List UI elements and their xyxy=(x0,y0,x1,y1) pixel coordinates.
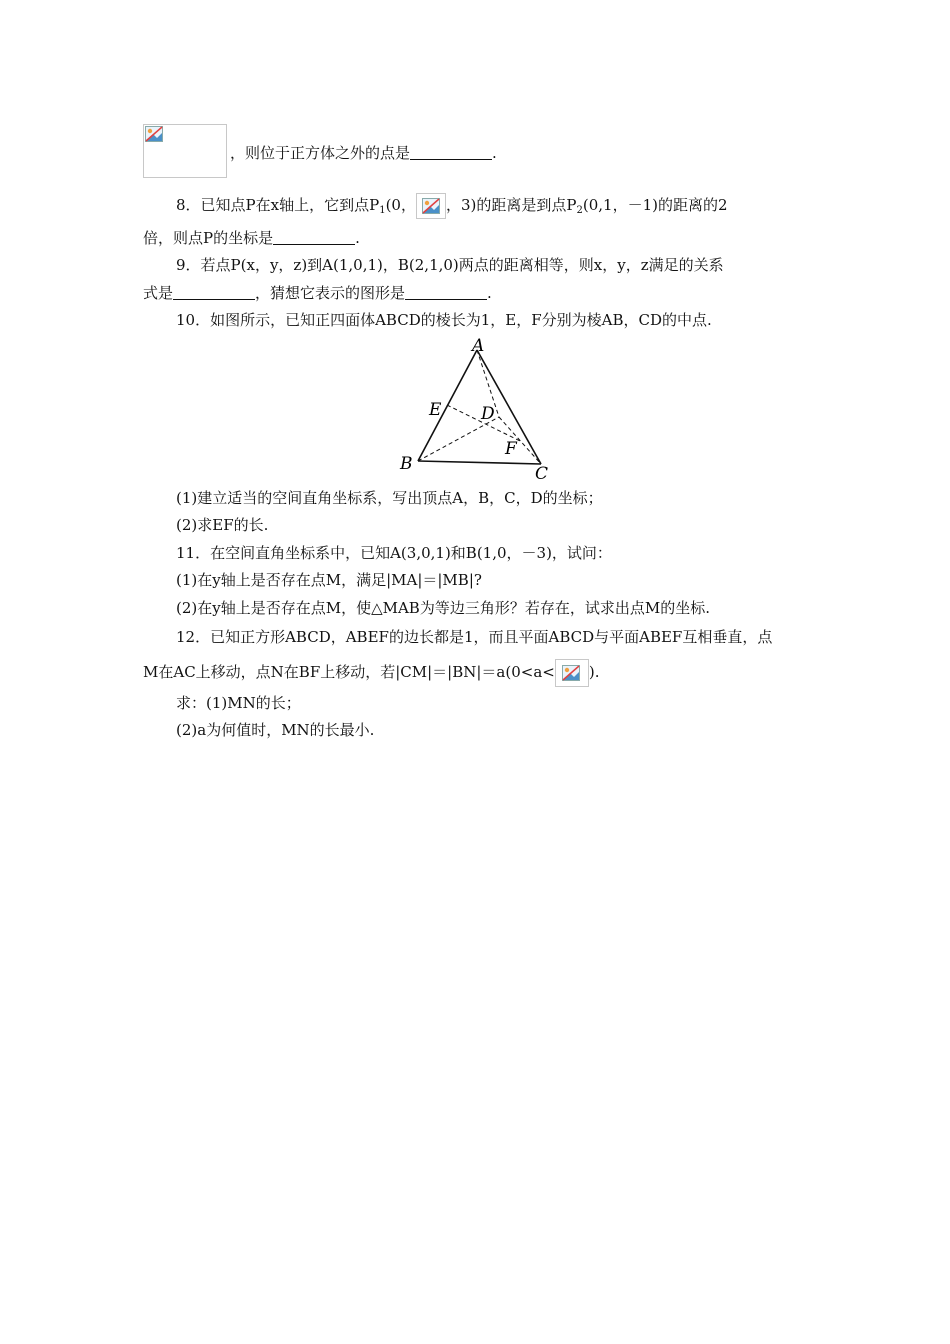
q12-part-2: (2)a为何值时，MN的长最小. xyxy=(176,721,375,739)
q12-line-1: 12．已知正方形ABCD，ABEF的边长都是1，而且平面ABCD与平面ABEF互相垂直，点 xyxy=(176,628,773,646)
answer-blank xyxy=(405,285,487,300)
label-C: C xyxy=(535,464,549,483)
q10-stem: 10．如图所示，已知正四面体ABCD的棱长为1，E，F分别为棱AB，CD的中点. xyxy=(176,311,712,329)
q11-stem: 11．在空间直角坐标系中，已知A(3,0,1)和B(1,0，－3)，试问： xyxy=(176,544,612,562)
edge-BC xyxy=(418,461,541,464)
answer-blank xyxy=(173,285,255,300)
q7-line: ，则位于正方体之外的点是 . xyxy=(230,144,497,162)
q10-part-2: (2)求EF的长. xyxy=(176,516,269,534)
q7-text: ，则位于正方体之外的点是 xyxy=(230,144,411,162)
q12-line-2: M在AC上移动，点N在BF上移动，若|CM|＝|BN|＝a(0<a< ). xyxy=(143,659,599,687)
q11-part-2: (2)在y轴上是否存在点M，使△MAB为等边三角形？若存在，试求出点M的坐标. xyxy=(176,599,710,617)
q9-line-1: 9．若点P(x，y，z)到A(1,0,1)，B(2,1,0)两点的距离相等，则x，y，z满足的关系 xyxy=(176,256,724,274)
missing-image-q8 xyxy=(416,193,446,219)
missing-image-q7 xyxy=(143,124,227,178)
q11-part-1: (1)在y轴上是否存在点M，满足|MA|＝|MB|? xyxy=(176,571,482,589)
q8-line-2: 倍，则点P的坐标是 . xyxy=(143,229,360,247)
label-F: F xyxy=(505,439,517,459)
label-B: B xyxy=(400,454,413,474)
answer-blank xyxy=(410,145,492,160)
label-A: A xyxy=(472,336,485,356)
q10-part-1: (1)建立适当的空间直角坐标系，写出顶点A，B，C，D的坐标； xyxy=(176,489,603,507)
tetrahedron-figure xyxy=(395,333,560,483)
answer-blank xyxy=(273,230,355,245)
broken-image-icon xyxy=(422,198,440,214)
missing-image-q12 xyxy=(555,659,589,687)
label-D: D xyxy=(481,404,495,424)
broken-image-icon xyxy=(145,126,163,142)
q9-line-2: 式是 ，猜想它表示的图形是 . xyxy=(143,284,492,302)
broken-image-icon xyxy=(562,665,580,681)
label-E: E xyxy=(429,400,442,420)
q12-ask: 求：(1)MN的长； xyxy=(176,694,301,712)
q8-line-1: 8．已知点P在x轴上，它到点$P_1(0$， ，3)的距离是到点$P_2(0,1$，－1)的距离的2 xyxy=(176,193,728,221)
